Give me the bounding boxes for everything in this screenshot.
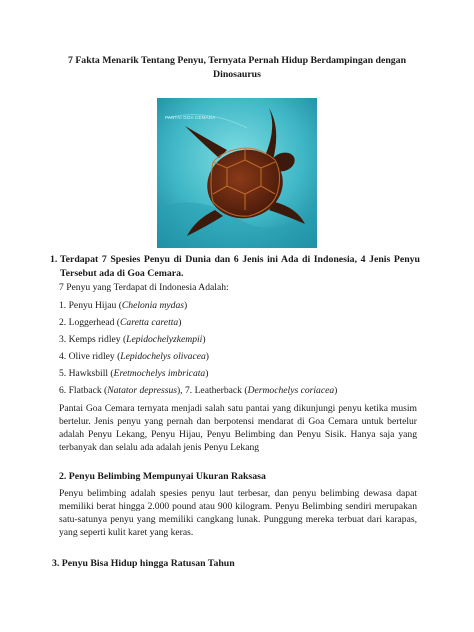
- document-title: 7 Fakta Menarik Tentang Penyu, Ternyata Pernah Hidup Berdampingan dengan Dinosaurus: [67, 55, 407, 81]
- photo-caption: PANTAI GOA CEMARA: [165, 115, 216, 120]
- section3-heading: 3. Penyu Bisa Hidup hingga Ratusan Tahun: [52, 558, 235, 569]
- section2-heading: 2. Penyu Belimbing Mempunyai Ukuran Raksasa: [59, 471, 266, 482]
- list-item: 6. Flatback (Natator depressus), 7. Leatherback (Dermochelys coriacea): [59, 385, 338, 396]
- section2-paragraph: Penyu belimbing adalah spesies penyu laut terbesar, dan penyu belimbing dewasa dapat memiliki berat hingga 2.000 pound atau 900 kilogram. Penyu Belimbing sendiri merupakan satu-satunya penyu yang memiliki cangkang lunak. Punggung mereka terbuat dari karapas, yang seperti kulit karet yang keras.: [59, 488, 417, 538]
- section1-intro: 7 Penyu yang Terdapat di Indonesia Adalah:: [59, 282, 229, 293]
- list-item: 1. Penyu Hijau (Chelonia mydas): [59, 300, 188, 311]
- list-item: 2. Loggerhead (Caretta caretta): [59, 317, 182, 328]
- turtle-photo: [157, 98, 317, 248]
- list-item: 4. Olive ridley (Lepidochelys olivacea): [59, 351, 209, 362]
- section1-heading-text: Terdapat 7 Spesies Penyu di Dunia dan 6 Jenis ini Ada di Indonesia, 4 Jenis Penyu Tersebut ada di Goa Cemara.: [60, 254, 420, 280]
- list-item: 5. Hawksbill (Eretmochelys imbricata): [59, 368, 209, 379]
- section1-number: 1.: [50, 254, 58, 265]
- list-item: 3. Kemps ridley (Lepidochelyzkempii): [59, 334, 206, 345]
- section1-paragraph: Pantai Goa Cemara ternyata menjadi salah satu pantai yang dikunjungi penyu ketika musim bertelur. Jenis penyu yang pernah dan berpotensi mendarat di Goa Cemara untuk bertelur adalah Penyu Lekang, Penyu Hijau, Penyu Belimbing dan Penyu Sisik. Hanya saja yang terbanyak dan selalu ada adalah jenis Penyu Lekang: [59, 403, 417, 453]
- section1-heading: [50, 253, 420, 281]
